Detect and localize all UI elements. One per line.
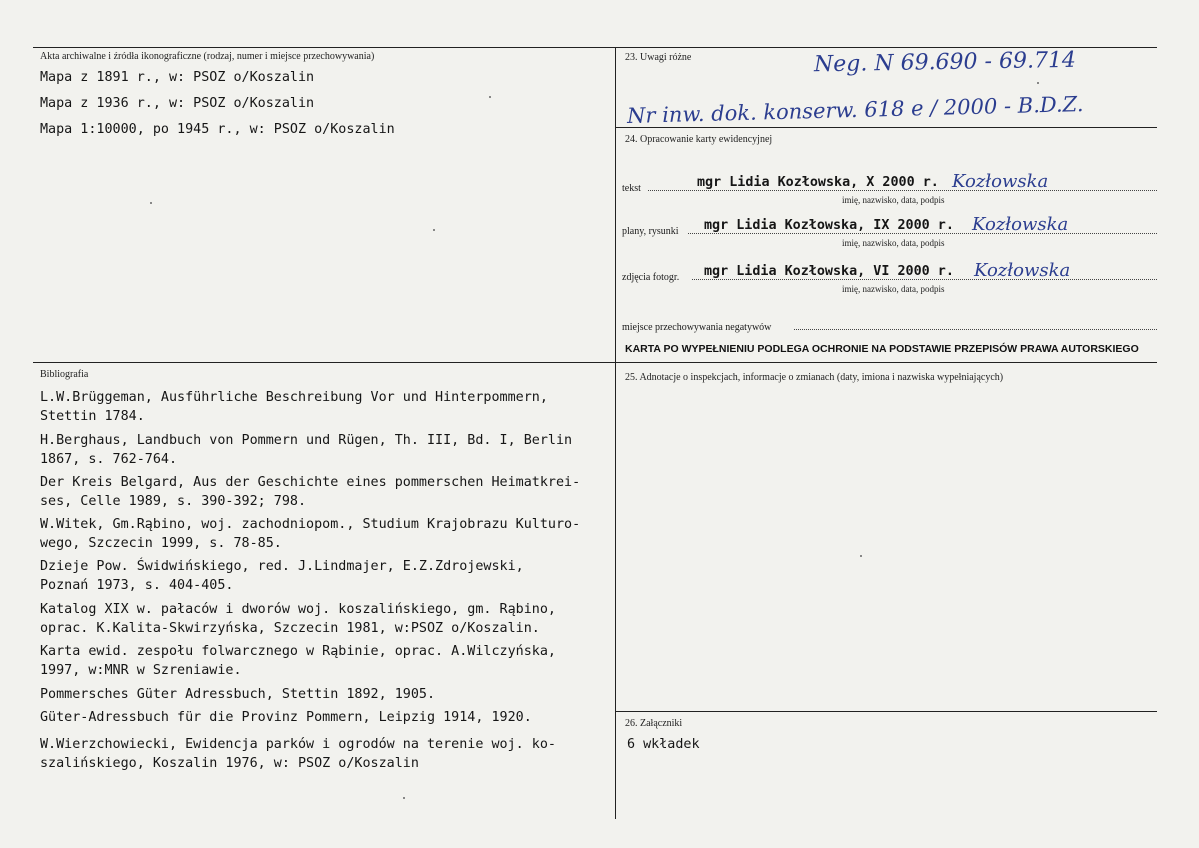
scan-speck	[433, 229, 435, 231]
bib-entry-4	[40, 515, 610, 553]
negatives-location-dots	[794, 329, 1157, 330]
text-author-sub: imię, nazwisko, data, podpis	[842, 195, 945, 205]
middle-rule	[33, 362, 1157, 363]
archives-line-3: Mapa 1:10000, po 1945 r., w: PSOZ o/Koszalin	[40, 122, 395, 137]
remarks-label: 23. Uwagi różne	[625, 52, 692, 63]
bib-entry-10	[40, 735, 610, 773]
text-author-row	[622, 172, 1157, 194]
bib-entry-2-line-1: H.Berghaus, Landbuch von Pommern und Rügen, Th. III, Bd. I, Berlin	[40, 433, 573, 448]
photos-author-prefix: zdjęcia fotogr.	[622, 272, 680, 283]
bib-entry-3-line-1: Der Kreis Belgard, Aus der Geschichte eines pommerschen Heimatkrei-	[40, 475, 581, 490]
text-author-value: mgr Lidia Kozłowska, X 2000 r.	[697, 175, 939, 190]
handwritten-inventory-number: Nr inw. dok. konserw. 618 e / 2000 - B.D.Z.	[626, 92, 1084, 128]
photos-author-row	[622, 261, 1157, 283]
bib-entry-9	[40, 708, 610, 727]
bib-entry-8-line-1: Pommersches Güter Adressbuch, Stettin 1892, 1905.	[40, 687, 436, 702]
bib-entry-7	[40, 642, 610, 680]
scan-speck	[403, 797, 405, 799]
archives-line-1: Mapa z 1891 r., w: PSOZ o/Koszalin	[40, 70, 315, 85]
bib-entry-6-line-2: oprac. K.Kalita-Skwirzyńska, Szczecin 1981, w:PSOZ o/Koszalin.	[40, 621, 540, 636]
negatives-location-row	[622, 311, 1157, 333]
bib-entry-3	[40, 473, 610, 511]
bib-entry-6-line-1: Katalog XIX w. pałaców i dworów woj. koszalińskiego, gm. Rąbino,	[40, 602, 556, 617]
column-divider	[615, 47, 616, 819]
drawings-author-prefix: plany, rysunki	[622, 226, 679, 237]
drawings-author-dots	[688, 233, 1157, 234]
photos-author-signature: Kozłowska	[974, 260, 1071, 281]
inspection-notes-label: 25. Adnotacje o inspekcjach, informacje o zmianach (daty, imiona i nazwiska wypełniających)	[625, 372, 1004, 383]
drawings-author-row	[622, 215, 1157, 237]
bib-entry-5-line-1: Dzieje Pow. Świdwińskiego, red. J.Lindmajer, E.Z.Zdrojewski,	[40, 559, 524, 574]
bib-entry-1-line-1: L.W.Brüggeman, Ausführliche Beschreibung Vor und Hinterpommern,	[40, 390, 548, 405]
bib-entry-1-line-2: Stettin 1784.	[40, 409, 145, 424]
bib-entry-5-line-2: Poznań 1973, s. 404-405.	[40, 578, 234, 593]
archives-label: Akta archiwalne i źródła ikonograficzne (rodzaj, numer i miejsce przechowywania)	[40, 51, 375, 62]
scan-speck	[1037, 82, 1039, 84]
text-author-signature: Kozłowska	[952, 171, 1049, 192]
bib-entry-2-line-2: 1867, s. 762-764.	[40, 452, 178, 467]
card-preparation-label: 24. Opracowanie karty ewidencyjnej	[625, 134, 773, 145]
bib-entry-10-line-1: W.Wierzchowiecki, Ewidencja parków i ogrodów na terenie woj. ko-	[40, 737, 556, 752]
bib-entry-9-line-1: Güter-Adressbuch für die Provinz Pommern, Leipzig 1914, 1920.	[40, 710, 532, 725]
bib-entry-4-line-1: W.Witek, Gm.Rąbino, woj. zachodniopom., Studium Krajobrazu Kulturo-	[40, 517, 581, 532]
text-author-prefix: tekst	[622, 183, 641, 194]
photos-author-dots	[692, 279, 1157, 280]
photos-author-value: mgr Lidia Kozłowska, VI 2000 r.	[704, 264, 954, 279]
negatives-location-label: miejsce przechowywania negatywów	[622, 322, 772, 333]
scan-speck	[860, 555, 862, 557]
section-26-rule	[615, 711, 1157, 712]
scan-speck	[150, 202, 152, 204]
drawings-author-signature: Kozłowska	[972, 214, 1069, 235]
bib-entry-3-line-2: ses, Celle 1989, s. 390-392; 798.	[40, 494, 307, 509]
attachments-value: 6 wkładek	[627, 737, 700, 752]
bib-entry-6	[40, 600, 610, 638]
bib-entry-7-line-2: 1997, w:MNR w Szreniawie.	[40, 663, 242, 678]
bib-entry-7-line-1: Karta ewid. zespołu folwarcznego w Rąbinie, oprac. A.Wilczyńska,	[40, 644, 556, 659]
scan-speck	[489, 96, 491, 98]
attachments-label: 26. Załączniki	[625, 718, 683, 729]
bib-entry-8	[40, 685, 610, 704]
archives-line-2: Mapa z 1936 r., w: PSOZ o/Koszalin	[40, 96, 315, 111]
drawings-author-value: mgr Lidia Kozłowska, IX 2000 r.	[704, 218, 954, 233]
handwritten-negative-numbers: Neg. N 69.690 - 69.714	[813, 47, 1077, 78]
bib-entry-10-line-2: szalińskiego, Koszalin 1976, w: PSOZ o/Koszalin	[40, 756, 419, 771]
bib-entry-2	[40, 431, 610, 469]
drawings-author-sub: imię, nazwisko, data, podpis	[842, 238, 945, 248]
bibliography-label: Bibliografia	[40, 369, 89, 380]
section-24-rule	[615, 127, 1157, 128]
bib-entry-5	[40, 557, 610, 595]
photos-author-sub: imię, nazwisko, data, podpis	[842, 284, 945, 294]
text-author-dots	[648, 190, 1157, 191]
bib-entry-1	[40, 388, 610, 426]
copyright-notice: KARTA PO WYPEŁNIENIU PODLEGA OCHRONIE NA PODSTAWIE PRZEPISÓW PRAWA AUTORSKIEGO	[625, 343, 1139, 355]
bib-entry-4-line-2: wego, Szczecin 1999, s. 78-85.	[40, 536, 282, 551]
top-rule	[33, 47, 1157, 48]
